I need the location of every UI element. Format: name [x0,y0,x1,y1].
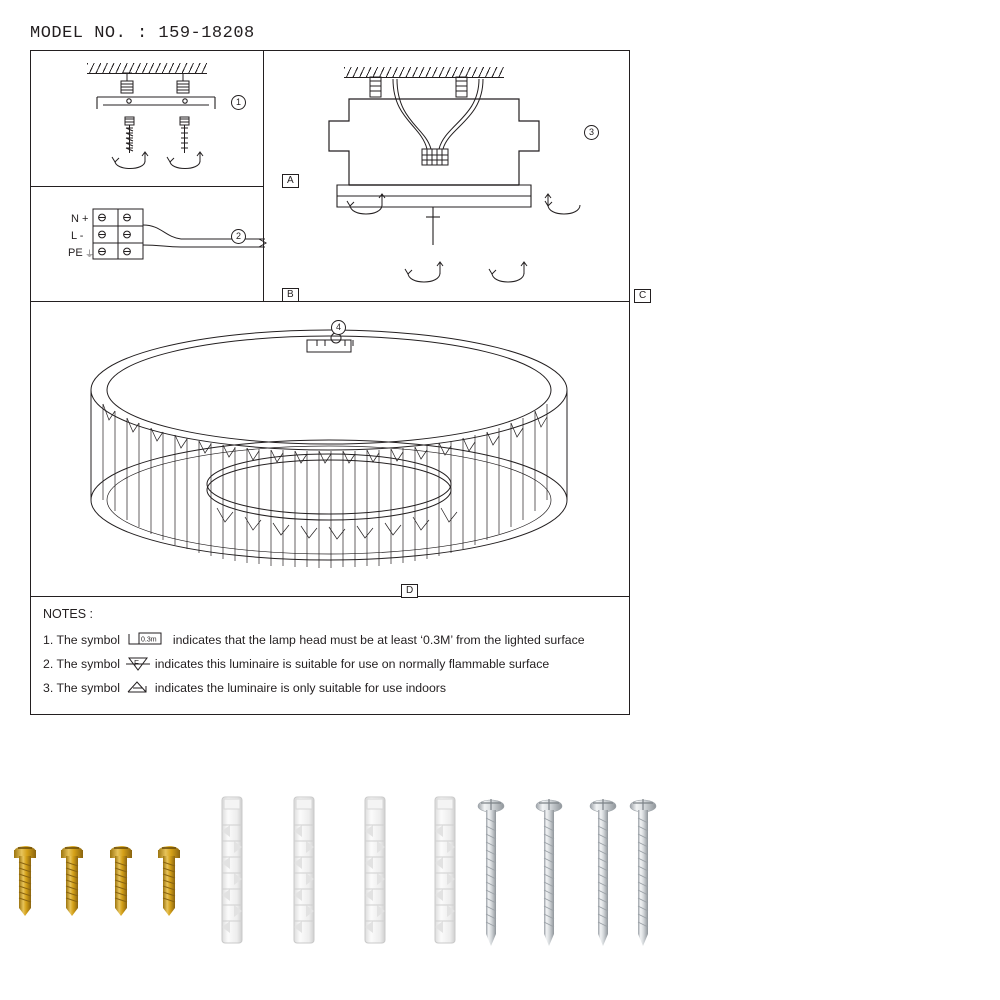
crystal-band [103,404,547,568]
note-2-text: indicates this luminaire is suitable for use on normally flammable surface [154,657,550,671]
rotation-arrow-a-right [166,151,208,181]
note-item-3 [43,681,446,695]
note-2-symbol-label: F [134,659,140,668]
gold-screw-3 [106,842,136,932]
wall-anchor-4 [425,795,465,955]
fixture-illustration [49,312,609,592]
note-3-prefix: 3. The symbol [43,681,121,695]
note-1-text: indicates that the lamp head must be at least ‘0.3M’ from the lighted surface [172,633,585,647]
steel-screw-2 [532,796,566,961]
hardware-kit [0,780,1000,970]
note-item-2 [43,657,549,671]
rotation-arrow-c-bottom-right [486,259,532,293]
gold-screw-1 [10,842,40,932]
anchor-pair-c [344,77,514,101]
wiring-label-l: L - [71,230,84,242]
anchor-pair-a [87,73,217,95]
wall-anchor-1 [212,795,252,955]
panel-tag-c: C [634,289,651,303]
ground-symbol: ⏚ [85,249,95,259]
panel-c [264,51,647,301]
ceiling-hatch-c [344,67,504,77]
steel-screw-4 [626,796,660,961]
wall-anchor-2 [284,795,324,955]
gold-screw-4 [154,842,184,932]
note-3-text: indicates the luminaire is only suitable for use indoors [154,681,447,695]
page-title: MODEL NO. : 159-18208 [30,24,255,43]
rotation-arrow-c-left [344,191,390,225]
step-number-1: 1 [231,95,246,110]
panel-a [31,51,294,186]
note-2-prefix: 2. The symbol [43,657,121,671]
steel-screw-1 [474,796,508,961]
power-cable [141,217,273,263]
note-3-symbol [123,681,151,695]
gold-screw-2 [57,842,87,932]
wiring-label-n: N + [71,213,89,225]
panel-d [31,302,629,596]
wiring-label-pe: PE [68,247,83,259]
note-1-symbol [123,633,169,647]
fixture-base-plate [309,99,559,249]
step-number-2: 2 [231,229,246,244]
notes-section [31,597,629,714]
panel-tag-d: D [401,584,418,598]
rotation-arrow-c-right [542,191,588,225]
step-number-3: 3 [584,125,599,140]
wall-anchor-3 [355,795,395,955]
note-1-prefix: 1. The symbol [43,633,121,647]
notes-heading: NOTES : [43,607,94,621]
rotation-arrow-c-bottom-left [402,259,448,293]
panel-tag-b: B [282,288,299,302]
instruction-sheet [30,50,647,715]
note-1-symbol-label: 0.3m [141,636,157,644]
note-item-1 [43,633,585,647]
step-number-4: 4 [331,320,346,335]
note-2-symbol [123,657,151,671]
mounting-bracket-a [93,95,219,115]
panel-tag-a: A [282,174,299,188]
steel-screw-3 [586,796,620,961]
ceiling-hatch-a [87,63,207,73]
panel-b [31,187,294,301]
rotation-arrow-a-left [111,151,153,181]
